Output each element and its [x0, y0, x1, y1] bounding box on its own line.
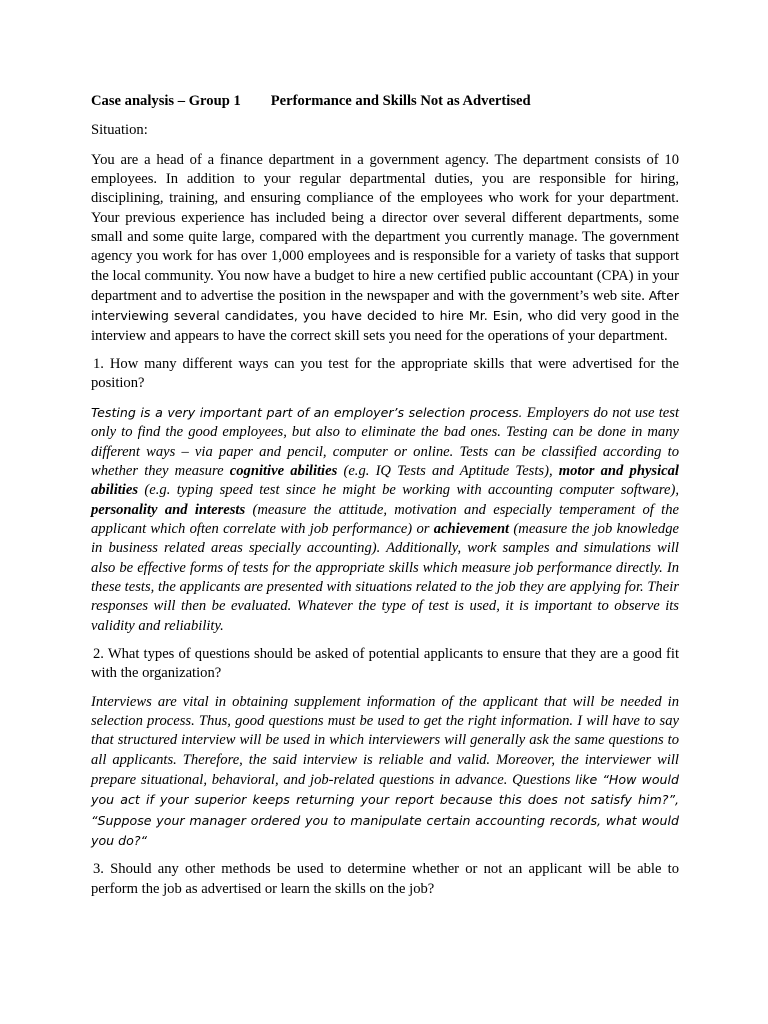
answer-1-text-5: (measure the attitude, motivation and especially temperament of the applicant which often correlate with job performance) or: [91, 501, 679, 537]
situation-part-1: You are a head of a finance department in a government agency. The department consists of 10 employees. In addition to your regular departmental duties, you are responsible for hiring, disciplining, training, and ensuring compliance of the employees who work for your department. Your previous experience has included being a director over several different departments, some small and some quite large, compared with the department you currently manage. The government agency you work for has over 1,000 employees and is responsible for a variety of tasks that support the local community. You now have a budget to hire a new certified public accountant (CPA) in your department and to advertise the position in the newspaper and with the government’s web site.: [91, 151, 679, 305]
question-3: 3. Should any other methods be used to determine whether or not an applicant will be able to perform the job as advertised or learn the skills on the job?: [91, 861, 679, 897]
answer-1-bold-personality: personality and interests: [91, 501, 246, 518]
answer-2-example-questions: like “How would you act if your superior keeps returning your report because this does not satisfy him?”, “Suppose your manager ordered you to manipulate certain accounting records, what would you do?“: [91, 772, 679, 849]
document-page: [91, 92, 679, 908]
answer-1-text-2: Employers do not use test only to find the good employees, but also to eliminate the bad ones. Testing can be done in many different ways – via paper and pencil, computer or online. Tests can be classified according to whether they measure: [91, 404, 679, 479]
question-1: 1. How many different ways can you test for the appropriate skills that were advertised for the position?: [91, 356, 679, 392]
document-heading: [91, 92, 679, 111]
answer-2: [91, 693, 679, 852]
situation-label: Situation:: [91, 122, 148, 139]
situation-part-3: who did very good in the interview and appears to have the correct skill sets you need for the operations of your department.: [91, 308, 679, 344]
answer-1-text-6: (measure the job knowledge in business related areas specially accounting). Additionally, work samples and simulations will also be effective forms of tests for the appropriate skills which measure job performance directly. In these tests, the applicants are presented with situations related to the job they are applying for. Their responses will then be evaluated. Whatever the type of test is used, it is important to observe its validity and reliability.: [91, 520, 679, 634]
heading-group: Case analysis – Group 1: [91, 93, 241, 109]
answer-2-text-1: Interviews are vital in obtaining supplement information of the applicant that will be needed in selection process. Thus, good questions must be used to get the right information. I will have to say that structured interview will be used in which interviewers will generally ask the same questions to all applicants. Therefore, the said interview is reliable and valid. Moreover, the interviewer will prepare situational, behavioral, and job-related questions in advance. Questions: [91, 693, 679, 788]
situation-paragraph: [91, 151, 679, 346]
answer-1-text-4: (e.g. typing speed test since he might be working with accounting computer software),: [138, 482, 679, 499]
heading-title: Performance and Skills Not as Advertised: [270, 93, 531, 109]
answer-1-text-3: (e.g. IQ Tests and Aptitude Tests),: [337, 462, 559, 479]
situation-part-2: After interviewing several candidates, you have decided to hire Mr. Esin,: [91, 288, 679, 324]
answer-1-bold-cognitive: cognitive abilities: [229, 462, 338, 479]
answer-1-sentence-1: Testing is a very important part of an employer’s selection process.: [91, 404, 523, 420]
question-2: 2. What types of questions should be asked of potential applicants to ensure that they are a good fit with the organization?: [91, 645, 679, 682]
answer-1-bold-motor: motor and physical abilities: [91, 462, 679, 499]
answer-1-bold-achievement: achievement: [433, 520, 510, 537]
answer-1: [91, 403, 679, 636]
